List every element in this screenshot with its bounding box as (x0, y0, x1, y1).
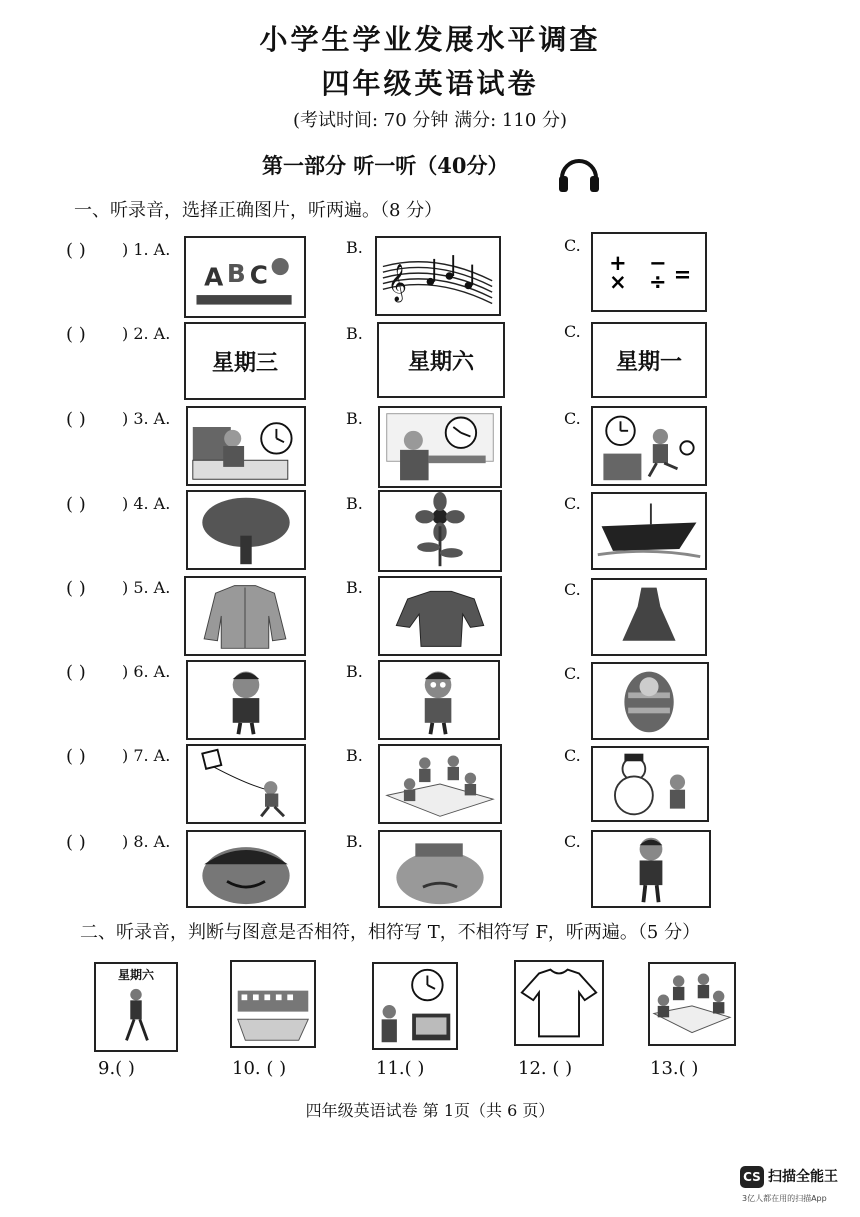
picture-family-picnic-2[interactable] (648, 962, 736, 1046)
weekday-text: 星期三 (211, 350, 278, 376)
answer-9[interactable]: 9.( ) (98, 1058, 135, 1079)
option-c-label: C. (564, 236, 581, 255)
answer-paren[interactable]: ( ) (66, 662, 86, 683)
svg-text:A: A (204, 262, 224, 292)
option-c-label: C. (564, 832, 581, 851)
svg-text:=: = (673, 262, 692, 287)
picture-family-picnic[interactable] (378, 744, 502, 824)
picture-school-building[interactable] (230, 960, 316, 1048)
option-b-label: B. (346, 238, 363, 257)
question-label: ) 4. A. (122, 494, 171, 513)
picture-boy-flying-kite[interactable] (186, 744, 306, 824)
answer-paren[interactable]: ( ) (66, 409, 86, 430)
picture-boy-waking-up[interactable] (186, 406, 306, 486)
svg-text:−: − (649, 251, 667, 276)
picture-sick-face[interactable] (378, 830, 502, 908)
option-b-label: B. (346, 494, 363, 513)
option-c-label: C. (564, 322, 581, 341)
picture-weekday-monday[interactable] (591, 322, 707, 398)
option-b-label: B. (346, 578, 363, 597)
camscanner-name: 扫描全能王 (768, 1169, 838, 1185)
answer-10[interactable]: 10. ( ) (232, 1058, 287, 1079)
picture-weekday-saturday[interactable] (377, 322, 505, 398)
option-c-label: C. (564, 494, 581, 513)
question-label: ) 3. A. (122, 409, 171, 428)
picture-abc-letters[interactable] (184, 236, 306, 318)
answer-paren[interactable]: ( ) (66, 578, 86, 599)
picture-t-shirt[interactable] (514, 960, 604, 1046)
picture-boy-watching-tv[interactable] (372, 962, 458, 1050)
page-footer: 四年级英语试卷 第 1页（共 6 页） (305, 1101, 555, 1120)
option-b-label: B. (346, 746, 363, 765)
svg-text:𝄞: 𝄞 (387, 263, 407, 302)
option-c-label: C. (564, 580, 581, 599)
question-label: ) 1. A. (122, 240, 171, 259)
answer-paren[interactable]: ( ) (66, 746, 86, 767)
picture-sweater[interactable] (184, 576, 306, 656)
question-label: ) 8. A. (122, 832, 171, 851)
option-b-label: B. (346, 662, 363, 681)
svg-text:C: C (249, 260, 268, 290)
picture-boy-tired[interactable] (186, 660, 306, 740)
headphones-icon (556, 150, 602, 196)
picture-girl-snowman[interactable] (591, 746, 709, 822)
option-c-label: C. (564, 664, 581, 683)
option-b-label: B. (346, 324, 363, 343)
weekday-caption: 星期六 (117, 968, 154, 982)
question-label: ) 7. A. (122, 746, 171, 765)
question-label: ) 2. A. (122, 324, 171, 343)
answer-paren[interactable]: ( ) (66, 240, 86, 261)
picture-weekday-wednesday[interactable] (184, 322, 306, 400)
option-c-label: C. (564, 746, 581, 765)
page-title: 小学生学业发展水平调查 (259, 23, 601, 56)
svg-text:÷: ÷ (649, 270, 667, 295)
answer-13[interactable]: 13.( ) (650, 1058, 699, 1079)
picture-boy-standing[interactable] (591, 830, 711, 908)
picture-tree[interactable] (186, 490, 306, 570)
picture-boy-at-desk[interactable] (378, 406, 502, 488)
option-b-label: B. (346, 832, 363, 851)
answer-paren[interactable]: ( ) (66, 832, 86, 853)
question-label: ) 5. A. (122, 578, 171, 597)
picture-flower[interactable] (378, 490, 502, 572)
svg-text:+: + (609, 251, 627, 276)
picture-boy-playing-football[interactable] (591, 406, 707, 486)
picture-boy-crying[interactable] (378, 660, 500, 740)
answer-11[interactable]: 11.( ) (376, 1058, 425, 1079)
answer-paren[interactable]: ( ) (66, 494, 86, 515)
svg-text:×: × (609, 270, 627, 295)
section1-instruction: 一、听录音，选择正确图片，听两遍。（8 分） (74, 200, 443, 221)
picture-boat[interactable] (591, 492, 707, 570)
picture-dress[interactable] (591, 578, 707, 656)
exam-title: 四年级英语试卷 (321, 67, 539, 100)
picture-math-symbols[interactable] (591, 232, 707, 312)
option-b-label: B. (346, 409, 363, 428)
camscanner-logo: CS (740, 1166, 764, 1188)
section2-instruction: 二、听录音，判断与图意是否相符，相符写 T，不相符写 F，听两遍。（5 分） (80, 922, 701, 943)
camscanner-tagline: 3亿人都在用的扫描App (742, 1194, 827, 1203)
answer-12[interactable]: 12. ( ) (518, 1058, 573, 1079)
weekday-text: 星期六 (407, 349, 474, 375)
part1-title: 第一部分 听一听（40分） (262, 153, 509, 178)
weekday-text: 星期一 (615, 349, 682, 375)
exam-info: (考试时间: 70 分钟 满分: 110 分) (292, 110, 568, 131)
option-c-label: C. (564, 409, 581, 428)
svg-text:B: B (226, 258, 246, 288)
picture-happy-face[interactable] (186, 830, 306, 908)
picture-boy-cold[interactable] (591, 662, 709, 740)
picture-jacket[interactable] (378, 576, 502, 656)
picture-boy-walking-saturday[interactable] (94, 962, 178, 1052)
answer-paren[interactable]: ( ) (66, 324, 86, 345)
question-label: ) 6. A. (122, 662, 171, 681)
picture-music-notes[interactable] (375, 236, 501, 316)
